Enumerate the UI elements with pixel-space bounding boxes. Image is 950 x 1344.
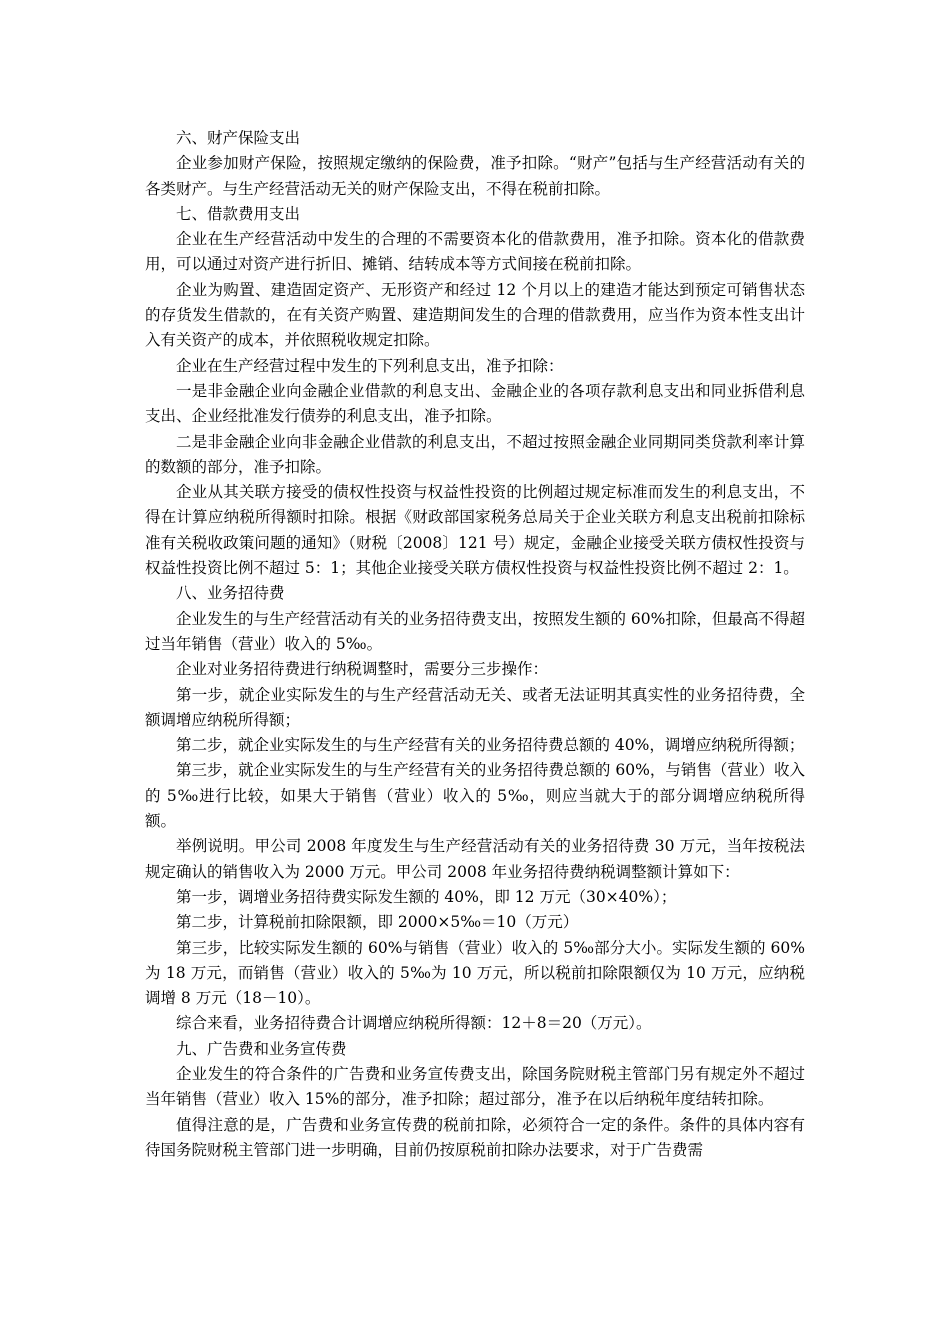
- paragraph: 综合来看，业务招待费合计调增应纳税所得额：12＋8＝20（万元）。: [176, 1014, 652, 1033]
- paragraph: 企业为购置、建造固定资产、无形资产和经过 12 个月以上的建造才能达到预定可销售状态的存货发生借款的，在有关资产购置、建造期间发生的合理的借款费用，应当作为资本性支出计入有关资产的成本，并依照税收规定扣除。: [145, 280, 805, 350]
- paragraph: 企业发生的与生产经营活动有关的业务招待费支出，按照发生额的 60%扣除，但最高不得超过当年销售（营业）收入的 5‰。: [145, 609, 805, 653]
- paragraph: 举例说明。甲公司 2008 年度发生与生产经营活动有关的业务招待费 30 万元，当年按税法规定确认的销售收入为 2000 万元。甲公司 2008 年业务招待费纳税调整额计算如下：: [145, 837, 805, 881]
- paragraph: 企业对业务招待费进行纳税调整时，需要分三步操作：: [176, 660, 549, 679]
- paragraph: 企业在生产经营活动中发生的合理的不需要资本化的借款费用，准予扣除。资本化的借款费用，可以通过对资产进行折旧、摊销、结转成本等方式间接在税前扣除。: [145, 230, 805, 274]
- paragraph: 一是非金融企业向金融企业借款的利息支出、金融企业的各项存款利息支出和同业拆借利息支出、企业经批准发行债券的利息支出，准予扣除。: [145, 381, 805, 426]
- paragraph: 第一步，就企业实际发生的与生产经营活动无关、或者无法证明其真实性的业务招待费，全额调增应纳税所得额；: [145, 685, 805, 729]
- paragraph: 第二步，就企业实际发生的与生产经营有关的业务招待费总额的 40%，调增应纳税所得额；: [176, 736, 805, 755]
- paragraph: 第三步，比较实际发生额的 60%与销售（营业）收入的 5‰部分大小。实际发生额的 60%为 18 万元，而销售（营业）收入的 5‰为 10 万元，所以税前扣除限额仅为 10 万元，应纳税调增 8 万元（18－10）。: [145, 938, 805, 1008]
- section-heading-6: 六、财产保险支出: [176, 129, 301, 147]
- paragraph: 二是非金融企业向非金融企业借款的利息支出，不超过按照金融企业同期同类贷款利率计算的数额的部分，准予扣除。: [145, 432, 805, 476]
- section-heading-8: 八、业务招待费: [176, 584, 285, 603]
- paragraph: 企业参加财产保险，按照规定缴纳的保险费，准予扣除。“财产”包括与生产经营活动有关的各类财产。与生产经营活动无关的财产保险支出，不得在税前扣除。: [145, 154, 805, 198]
- document-page: [145, 126, 805, 1163]
- section-heading-9: 九、广告费和业务宣传费: [176, 1039, 347, 1058]
- paragraph: 企业发生的符合条件的广告费和业务宣传费支出，除国务院财税主管部门另有规定外不超过当年销售（营业）收入 15%的部分，准予扣除；超过部分，准予在以后纳税年度结转扣除。: [145, 1064, 805, 1109]
- section-heading-7: 七、借款费用支出: [176, 204, 301, 223]
- paragraph: 第二步，计算税前扣除限额，即 2000×5‰＝10（万元）: [176, 913, 579, 932]
- paragraph: 值得注意的是，广告费和业务宣传费的税前扣除，必须符合一定的条件。条件的具体内容有待国务院财税主管部门进一步明确，目前仍按原税前扣除办法要求，对于广告费需: [145, 1115, 805, 1159]
- paragraph: 第三步，就企业实际发生的与生产经营有关的业务招待费总额的 60%，与销售（营业）收入的 5‰进行比较，如果大于销售（营业）收入的 5‰，则应当就大于的部分调增应纳税所得额。: [145, 761, 805, 831]
- paragraph: 企业在生产经营过程中发生的下列利息支出，准予扣除：: [176, 356, 564, 375]
- paragraph: 第一步，调增业务招待费实际发生额的 40%，即 12 万元（30×40%）；: [176, 887, 677, 906]
- paragraph: 企业从其关联方接受的债权性投资与权益性投资的比例超过规定标准而发生的利息支出，不得在计算应纳税所得额时扣除。根据《财政部国家税务总局关于企业关联方利息支出税前扣除标准有关税收政策问题的通知》（财税〔2008〕121 号）规定，金融企业接受关联方债权性投资与权益性投资比例不超过 5：1；其他企业接受关联方债权性投资与权益性投资比例不超过 2：1。: [145, 483, 805, 578]
